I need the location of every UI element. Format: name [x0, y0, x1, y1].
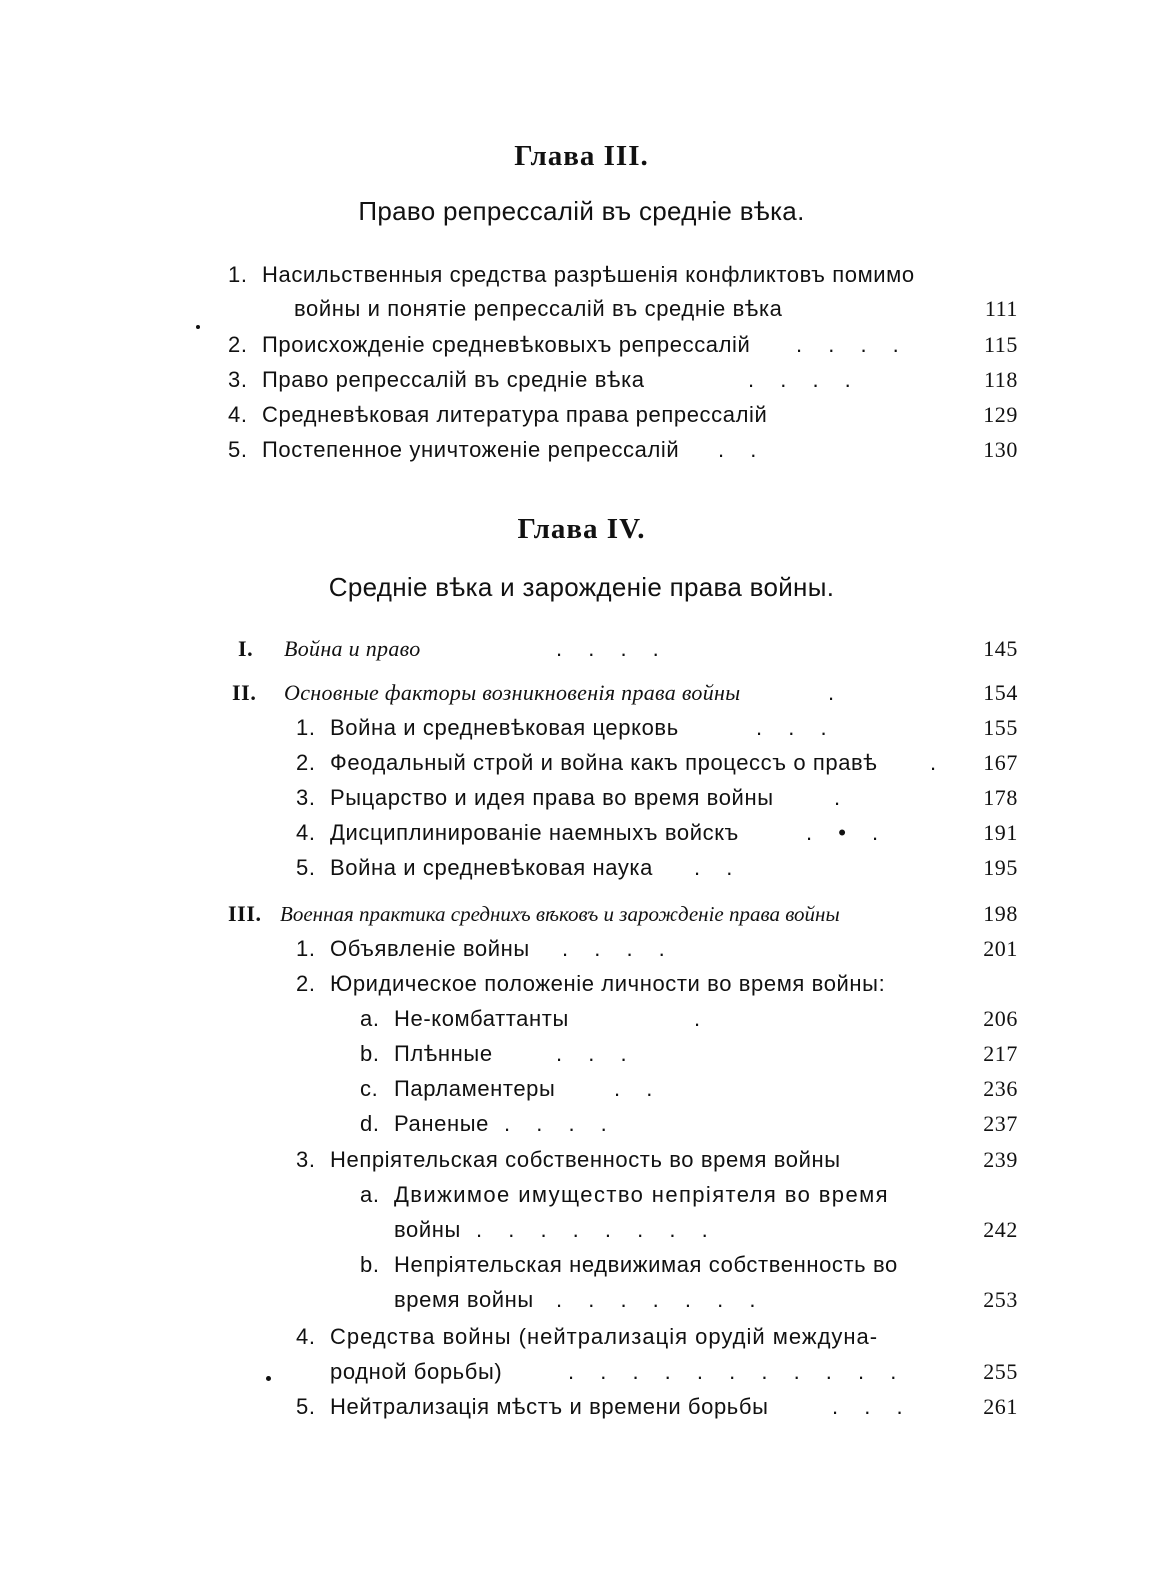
toc-entry-number: 3. — [296, 785, 316, 810]
toc-entry-text: Не-комбаттанты — [394, 1006, 569, 1031]
toc-leader-dots: . . — [694, 855, 743, 880]
toc-entry-number: 2. — [296, 971, 316, 996]
toc-section — [238, 632, 1018, 666]
toc-section-number: II. — [232, 680, 257, 705]
toc-leader-dots: . . . . — [748, 367, 861, 392]
toc-leader-dots: . — [828, 680, 845, 705]
toc-entry-text: Рыцарство и идея права во время войны — [330, 785, 774, 810]
toc-entry-number: 1. — [296, 715, 316, 740]
toc-entry-number: b. — [360, 1041, 380, 1066]
toc-leader-dots: . • . — [806, 820, 889, 845]
toc-entry-text: Парламентеры — [394, 1076, 556, 1101]
toc-entry-number: c. — [360, 1076, 379, 1101]
toc-entry-text: Непріятельская собственность во время войны — [330, 1147, 841, 1172]
toc-entry — [296, 851, 1018, 885]
toc-entry-number: 2. — [228, 332, 248, 357]
toc-entry-page: 239 — [983, 1147, 1018, 1172]
toc-entry — [296, 1143, 1018, 1177]
toc-entry-number: 4. — [296, 1324, 316, 1349]
toc-section-text: Военная практика среднихъ вѣковъ и зарожденіе права войны — [280, 902, 840, 926]
toc-entry-number: 1. — [228, 262, 248, 287]
toc-leader-dots: . — [930, 750, 947, 775]
toc-entry — [296, 1390, 1018, 1424]
toc-entry-text: родной борьбы) — [330, 1359, 503, 1384]
toc-entry — [296, 781, 1018, 815]
toc-entry-text: Юридическое положеніе личности во время войны: — [330, 971, 886, 996]
toc-leader-dots: . . . . — [556, 636, 669, 661]
toc-entry-text: войны — [394, 1217, 461, 1242]
toc-leader-dots: . — [834, 785, 851, 810]
toc-leader-dots: . . . — [556, 1041, 637, 1066]
toc-entry-page: 129 — [983, 402, 1018, 427]
toc-entry-text: Происхожденіе средневѣковыхъ репрессалій — [262, 332, 751, 357]
toc-entry-text: Объявленіе войны — [330, 936, 530, 961]
toc-entry-page: 145 — [983, 636, 1018, 661]
toc-subentry — [360, 1002, 1018, 1036]
toc-entry-text: Нейтрализація мѣстъ и времени борьбы — [330, 1394, 769, 1419]
toc-subentry-continuation — [360, 1283, 1018, 1317]
toc-leader-dots: . . . . — [796, 332, 909, 357]
toc-entry-text: Война и средневѣковая наука — [330, 855, 653, 880]
toc-subentry — [360, 1248, 1018, 1282]
toc-section — [228, 897, 1018, 931]
toc-leader-dots: . . . — [832, 1394, 913, 1419]
toc-subentry — [360, 1178, 1018, 1212]
toc-leader-dots: . . — [614, 1076, 663, 1101]
toc-section-number: III. — [228, 901, 262, 926]
toc-section — [232, 676, 1018, 710]
toc-entry — [296, 967, 1018, 1001]
toc-section-number: I. — [238, 636, 254, 661]
toc-entry-number: 4. — [296, 820, 316, 845]
toc-entry-number: a. — [360, 1182, 380, 1207]
toc-entry-number: 5. — [228, 437, 248, 462]
toc-entry-number: b. — [360, 1252, 380, 1277]
toc-entry — [296, 711, 1018, 745]
toc-leader-dots: . . . . — [562, 936, 675, 961]
toc-entry-text: Насильственныя средства разрѣшенія конфликтовъ помимо — [262, 262, 915, 287]
chapter-4-subtitle: Средніе вѣка и зарожденіе права войны. — [328, 572, 835, 602]
toc-entry-number: 2. — [296, 750, 316, 775]
toc-leader-dots: . . . — [756, 715, 837, 740]
toc-entry-page: 178 — [983, 785, 1018, 810]
toc-leader-dots: . . . . — [504, 1111, 617, 1136]
toc-leader-dots: . . — [718, 437, 767, 462]
toc-entry-page: 253 — [983, 1287, 1018, 1312]
toc-entry-text: Средства войны (нейтрализація орудій междуна- — [330, 1324, 879, 1349]
toc-entry-number: 4. — [228, 402, 248, 427]
toc-entry-text: Плѣнные — [394, 1041, 493, 1066]
toc-entry-number: 3. — [228, 367, 248, 392]
toc-entry-page: 217 — [983, 1041, 1018, 1066]
toc-entry-text: Постепенное уничтоженіе репрессалій — [262, 437, 680, 462]
toc-subentry — [360, 1037, 1018, 1071]
toc-entry — [228, 398, 1018, 432]
toc-entry — [296, 932, 1018, 966]
toc-entry-page: 237 — [983, 1111, 1018, 1136]
toc-subentry-continuation — [360, 1213, 1018, 1247]
toc-entry-page: 201 — [983, 936, 1018, 961]
toc-entry-page: 206 — [983, 1006, 1018, 1031]
toc-entry-number: 5. — [296, 855, 316, 880]
toc-entry — [296, 1320, 1018, 1354]
toc-entry-page: 198 — [983, 901, 1018, 926]
toc-entry-page: 118 — [984, 367, 1018, 392]
toc-entry — [228, 433, 1018, 467]
toc-entry-page: 236 — [983, 1076, 1018, 1101]
toc-entry-page: 130 — [983, 437, 1018, 462]
toc-leader-dots: . — [694, 1006, 711, 1031]
toc-subentry — [360, 1107, 1018, 1141]
toc-entry-page: 167 — [983, 750, 1018, 775]
toc-entry-text: Война и средневѣковая церковь — [330, 715, 679, 740]
toc-entry-page: 155 — [983, 715, 1018, 740]
toc-entry-number: a. — [360, 1006, 380, 1031]
toc-leader-dots: . . . . . . . . . . . — [568, 1359, 907, 1384]
toc-entry-text: время войны — [394, 1287, 534, 1312]
toc-entry — [296, 746, 1018, 780]
toc-entry-page: 261 — [983, 1394, 1018, 1419]
toc-entry — [228, 363, 1018, 397]
scan-speck — [196, 325, 200, 329]
toc-entry-text: Движимое имущество непріятеля во время — [394, 1182, 889, 1207]
toc-leader-dots: . . . . . . . — [556, 1287, 766, 1312]
toc-entry-number: 3. — [296, 1147, 316, 1172]
chapter-3-subtitle: Право репрессалій въ средніе вѣка. — [358, 196, 805, 226]
scan-speck — [266, 1376, 271, 1381]
toc-entry-text: Право репрессалій въ средніе вѣка — [262, 367, 645, 392]
toc-section-text: Война и право — [284, 636, 421, 661]
toc-entry-page: 191 — [983, 820, 1018, 845]
toc-leader-dots: . . . . . . . . — [476, 1217, 718, 1242]
chapter-4-title: Глава IV. — [517, 513, 646, 545]
toc-entry-text: войны и понятіе репрессалій въ средніе вѣка — [294, 296, 783, 321]
toc-entry-page: 111 — [984, 296, 1018, 321]
toc-entry-continuation — [296, 1355, 1018, 1389]
toc-entry — [228, 328, 1018, 362]
chapter-3-title: Глава III. — [514, 140, 649, 172]
toc-entry-text: Непріятельская недвижимая собственность во — [394, 1252, 898, 1277]
toc-entry-text: Феодальный строй и война какъ процессъ о правѣ — [330, 750, 878, 775]
toc-entry-page: 255 — [983, 1359, 1018, 1384]
toc-entry-number: 5. — [296, 1394, 316, 1419]
toc-entry-page: 154 — [983, 680, 1018, 705]
toc-entry-number: d. — [360, 1111, 380, 1136]
toc-entry — [228, 258, 1018, 292]
toc-entry — [296, 816, 1018, 850]
toc-entry-continuation — [228, 292, 1018, 326]
toc-section-text: Основные факторы возникновенія права войны — [284, 680, 741, 705]
toc-entry-text: Раненые — [394, 1111, 489, 1136]
toc-entry-text: Дисциплинированіе наемныхъ войскъ — [330, 820, 739, 845]
toc-entry-page: 242 — [983, 1217, 1018, 1242]
toc-subentry — [360, 1072, 1018, 1106]
toc-entry-page: 115 — [984, 332, 1018, 357]
toc-entry-number: 1. — [296, 936, 316, 961]
toc-entry-page: 195 — [983, 855, 1018, 880]
toc-entry-text: Средневѣковая литература права репрессалій — [262, 402, 768, 427]
